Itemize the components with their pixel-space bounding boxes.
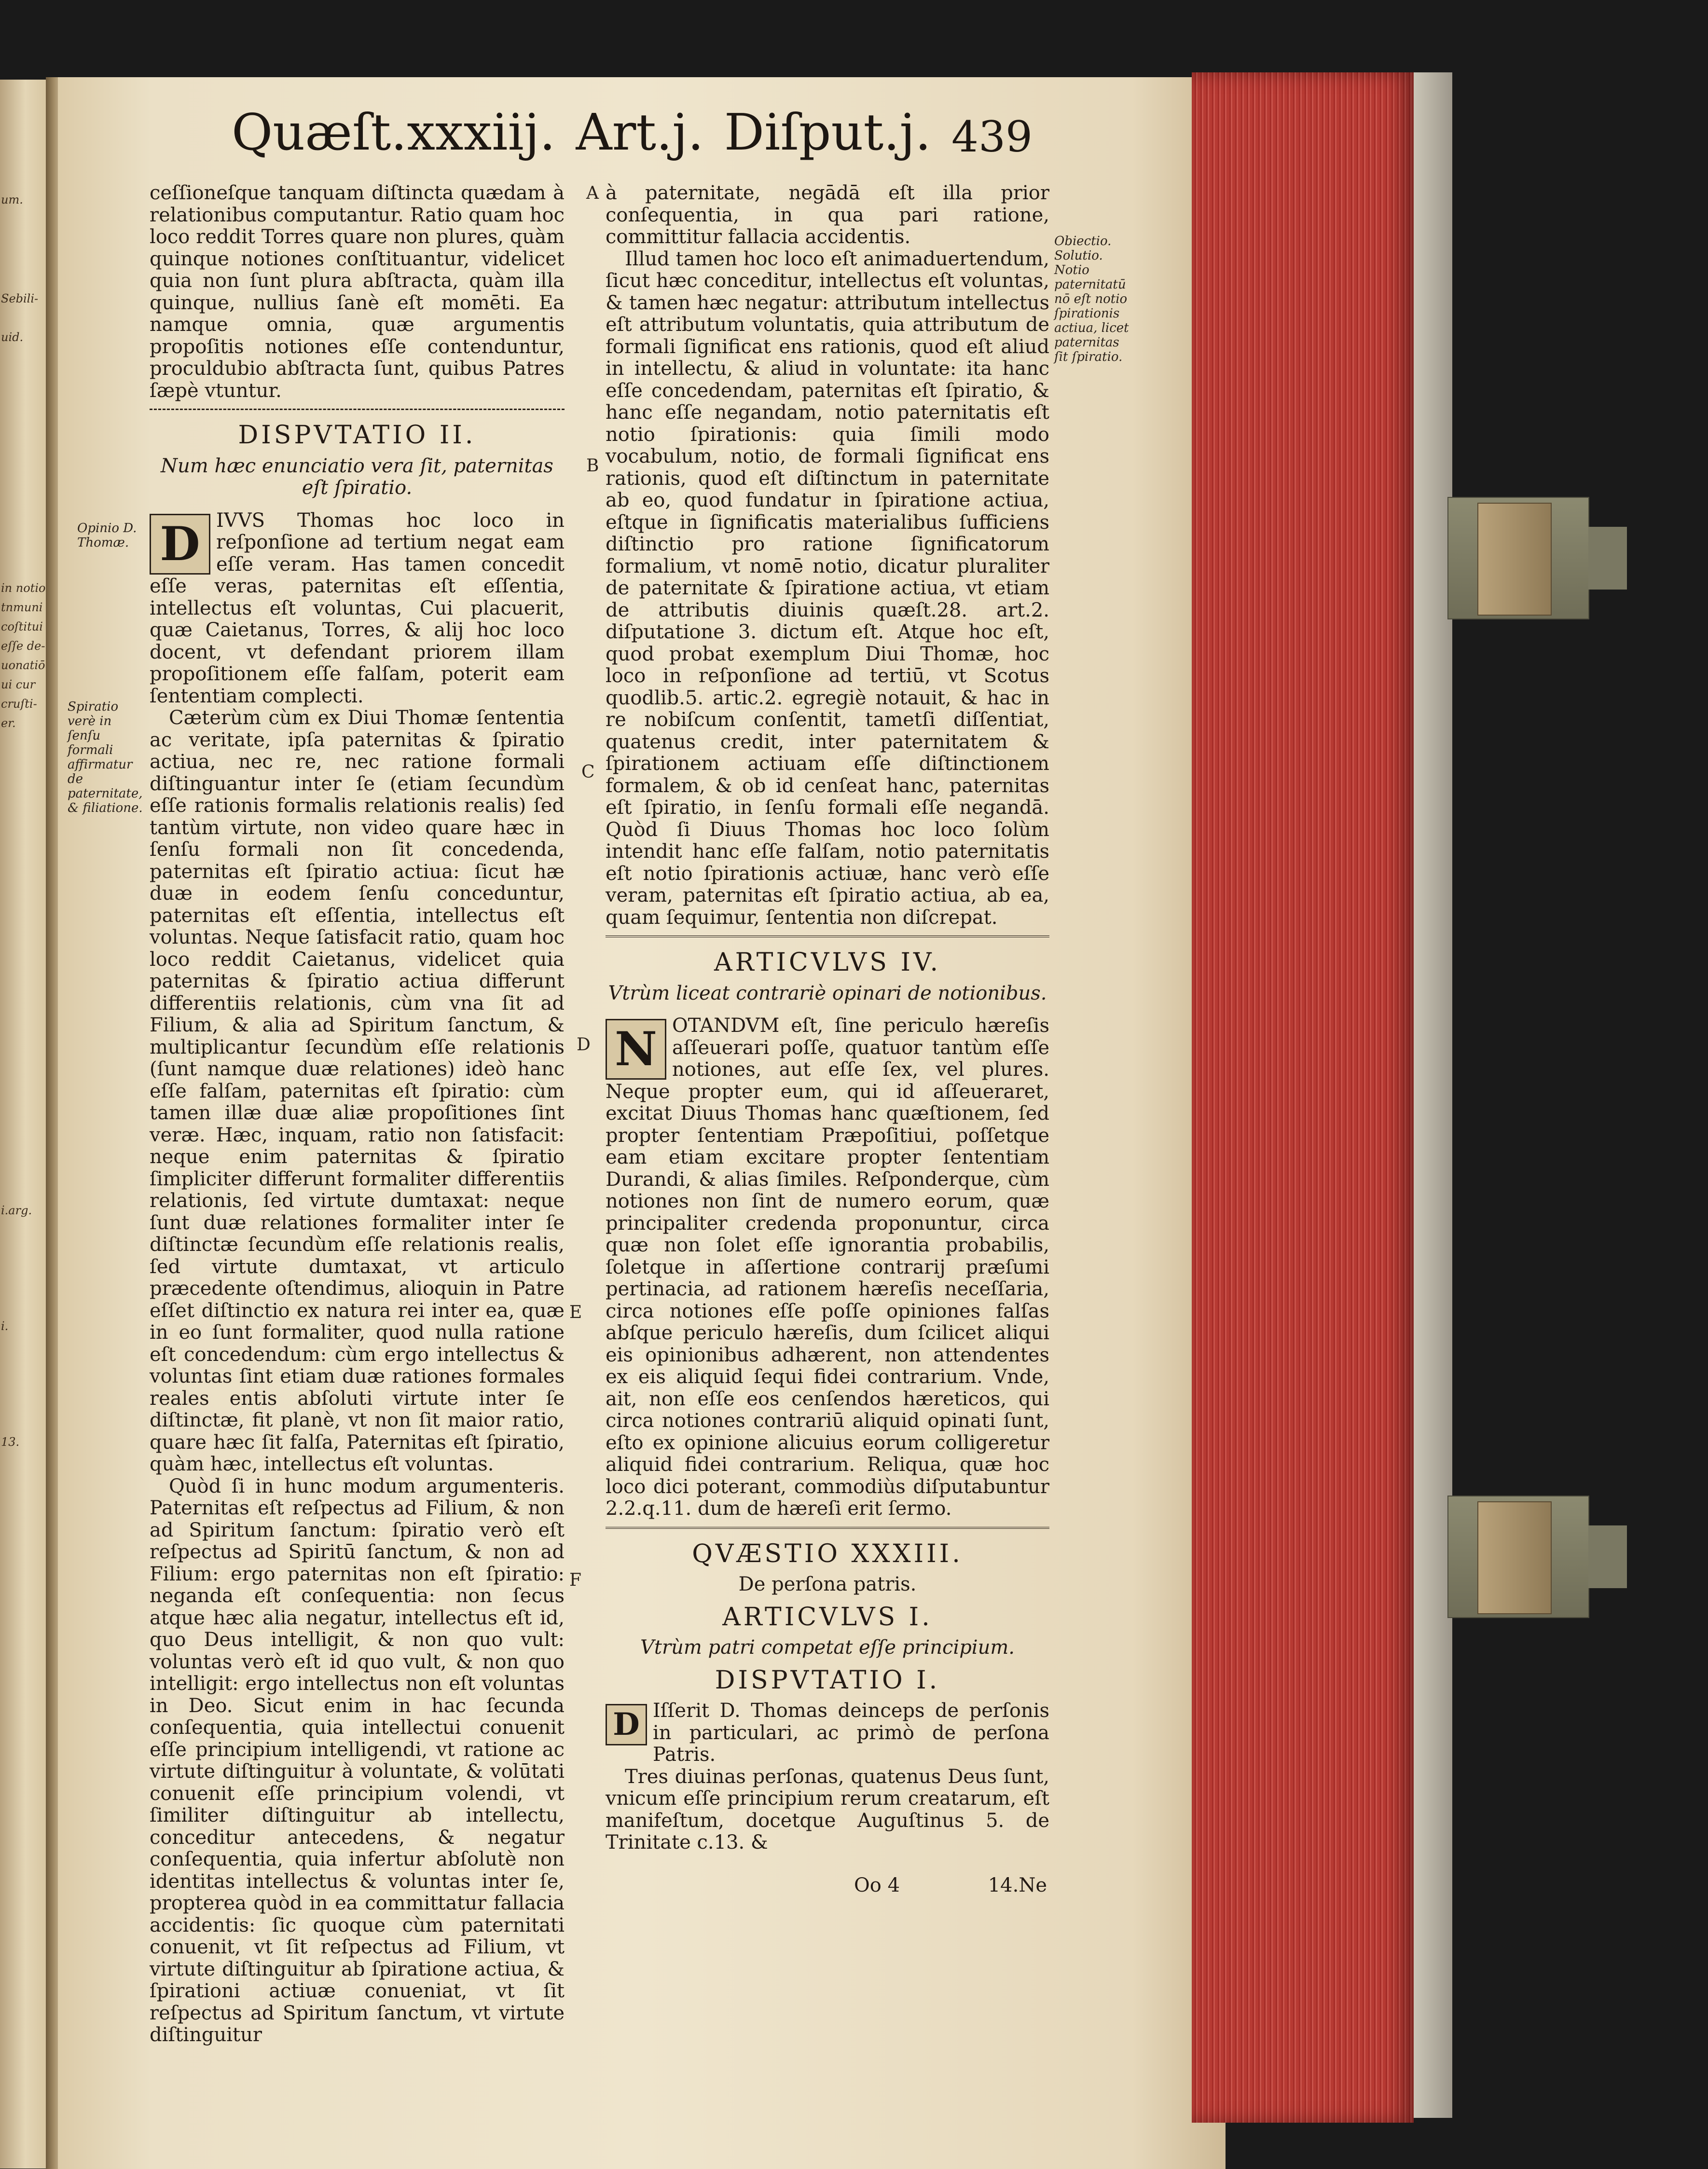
right-column xyxy=(606,182,1049,1854)
paragraph: Iſſerit D. Thomas deinceps de perſonis in particulari, ac primò de perſona Patris. xyxy=(653,1700,1049,1766)
section-letter: B xyxy=(586,456,599,476)
left-margin-fragment: ui cur xyxy=(1,678,36,691)
header-article: Art.j. xyxy=(576,103,704,162)
divider xyxy=(606,1527,1049,1529)
paragraph: ceſſioneſque tanquam diſtincta quædam à relationibus computantur. Ratio quam hoc loco reddit Torres quare non plures, quàm quinque notiones conſtituantur, videlicet quia non ſunt plura abſtracta, quàm illa quinque, nullius ſanè eſt momēti. Ea namque omnia, quæ argumentis propoſitis notiones eſſe contenduntur, proculdubio abſtracta ſunt, quibus Patres ſæpè vtuntur. xyxy=(150,182,565,402)
section-subheading: Num hæc enunciatio vera ſit, paternitas eſt ſpiratio. xyxy=(161,454,553,499)
quaestio-heading: QVÆSTIO XXXIII. xyxy=(692,1539,963,1568)
drop-cap: D xyxy=(606,1704,647,1745)
paragraph: IVVS Thomas hoc loco in reſponſione ad tertium negat eam eſſe veram. Has tamen concedit eſſe veras, paternitas eſt eſſentia, intellectus eſt voluntas, Cui placuerit, quæ Caietanus, Torres, & alij hoc loco docent, vt defendant priorem illam propoſitionem eſſe falſam, poterit eam ſententiam complecti. xyxy=(150,509,565,707)
section-letter: E xyxy=(569,1303,582,1322)
drop-cap: N xyxy=(606,1019,666,1080)
lower-clasp xyxy=(1447,1496,1589,1618)
section-heading: DISPVTATIO II. xyxy=(238,421,476,450)
left-column xyxy=(150,182,565,2046)
margin-note-obiectio: Obiectio. Solutio. Notio paternitatū nō eſt notio ſpirationis actiua, licet paternitas ſit ſpiratio. xyxy=(1054,234,1129,364)
left-margin-fragment: cruſti- xyxy=(1,697,37,711)
article-heading: ARTICVLVS I. xyxy=(722,1602,933,1632)
section-heading: ARTICVLVS IV. xyxy=(714,948,941,977)
left-margin-fragment: um. xyxy=(1,193,23,206)
divider xyxy=(606,935,1049,937)
section-letter: D xyxy=(577,1035,591,1055)
paragraph: à paternitate, negādā eſt illa prior conſequentia, in qua pari ratione, committitur fallacia accidentis. xyxy=(606,182,1049,248)
left-margin-fragment: i. xyxy=(1,1319,9,1333)
book-cover-edge xyxy=(1414,72,1452,2118)
header-question: Quæſt.xxxiij. xyxy=(232,103,556,162)
quaestio-subheading: De perſona patris. xyxy=(738,1573,917,1595)
left-margin-fragment: i.arg. xyxy=(1,1204,32,1217)
catchword-line xyxy=(854,1874,1047,1896)
facing-page-edge xyxy=(0,80,46,2169)
paragraph: Cæterùm cùm ex Diui Thomæ ſententia ac veritate, ipſa paternitas & ſpiratio actiua, nec re, nec ratione formali diſtinguantur inter ſe (etiam ſecundùm eſſe rationis formalis relationis realis) ſed tantùm virtute, non video quare hæc in ſenſu formali non ſit concedenda, paternitas eſt ſpiratio actiua: ſicut hæ duæ in eodem ſenſu conceduntur, paternitas eſt eſſentia, intellectus eſt voluntas. Neque ſatisfacit ratio, quam hoc loco reddit Caietanus, videlicet quia paternitas & ſpiratio actiua differunt differentiis relationis, cùm vna ſit ad Filium, & alia ad Spiritum ſanctum, & multiplicantur ſecundùm eſſe relationis (ſunt namque duæ relationes) ideò hanc eſſe falſam, paternitas eſt ſpiratio: cùm tamen illæ duæ aliæ propoſitiones ſint veræ. Hæc, inquam, ratio non ſatisfacit: neque enim paternitas & ſpiratio ſimpliciter differunt formaliter differentiis relationis, ſed virtute dumtaxat: neque ſunt duæ relationes formaliter inter ſe diſtinctæ ſecundùm eſſe relationis realis, ſed virtute dumtaxat, vt articulo præcedente oſtendimus, alioquin in Patre eſſet diſtinctio ex natura rei inter ea, quæ in eo ſunt formaliter, quod nulla ratione eſt concedendum: cùm ergo intellectus & voluntas ſint etiam duæ rationes formales reales entis abſoluti virtute inter ſe diſtinctæ, fit planè, vt non ſit maior ratio, quare hæc ſit falſa, Paternitas eſt ſpiratio, quàm hæc, intellectus eſt voluntas. xyxy=(150,707,565,1475)
section-letter: F xyxy=(569,1570,581,1590)
left-margin-fragment: eſſe de- xyxy=(1,639,45,653)
left-margin-fragment: Sebili- xyxy=(1,292,39,305)
paragraph: Quòd ſi in hunc modum argumenteris. Paternitas eſt reſpectus ad Filium, & non ad Spiritum ſanctum: ſpiratio verò eſt reſpectus ad Spiritū ſanctum, & non ad Filium: ergo paternitas non eſt ſpiratio: neganda eſt conſequentia: non ſecus atque hæc alia negatur, intellectus eſt id, quo Deus intelligit, & non quo vult: voluntas verò eſt id quo vult, & non quo intelligit: ergo intellectus non eſt voluntas in Deo. Sicut enim in hac ſecunda conſequentia, quia intellectui conuenit eſſe principium intelligendi, vt ratione ac virtute diſtinguitur à voluntate, & volūtati conuenit eſſe principium volendi, vt ſimiliter diſtinguitur ab intellectu, conceditur antecedens, & negatur conſequentia, quia infertur abſolutè non identitas intellectus & voluntas inter ſe, propterea quòd in ea committatur fallacia accidentis: ſic quoque cùm paternitati conuenit, vt ſit reſpectus ad Filium, vt virtute diſtinguitur ab ſpiratione actiua, & ſpirationi actiuæ conueniat, vt ſit reſpectus ad Spiritum ſanctum, vt virtute diſtinguitur xyxy=(150,1475,565,2046)
signature-mark: Oo 4 xyxy=(854,1874,900,1896)
divider xyxy=(150,409,565,410)
page-number: 439 xyxy=(951,112,1033,162)
margin-note-spiratio: Spiratio verè in ſenſu formali affirmatur de paternitate, & filiatione. xyxy=(68,700,143,815)
left-margin-fragment: in notio xyxy=(1,581,46,595)
paragraph: OTANDVM eſt, ſine periculo hæreſis aſſeuerari poſſe, quatuor tantùm eſſe notiones, aut eſſe ſex, vel plures. Neque propter eum, qui id aſſeueraret, excitat Diuus Thomas hanc quæſtionem, ſed propter ſententiam Præpoſitiui, poſſetque eam etiam excitare propter ſententiam Durandi, & alias ſimiles. Reſponderque, cùm notiones non ſint de numero eorum, quæ principaliter credenda proponuntur, circa quæ non ſolet eſſe ignorantia probabilis, ſoletque in aſſertione contrarij præſumi pertinacia, ad rationem hæreſis neceſſaria, circa notiones eſſe poſſe opiniones falſas abſque periculo hæreſis, dum ſcilicet aliqui eis opinionibus adhærent, non attendentes ex eis aliquid ſequi fidei contrarium. Vnde, ait, non eſſe eos cenſendos hæreticos, qui circa notiones contrariū aliquid opinati ſunt, eſto ex opinione alicuius eorum colligeretur aliquid fidei contrarium. Reliqua, quæ hoc loco dici poterant, commodiùs diſputabuntur 2.2.q.11. dum de hæreſi erit ſermo. xyxy=(606,1015,1049,1520)
drop-cap: D xyxy=(150,514,210,575)
running-header xyxy=(232,104,1033,162)
left-margin-fragment: uonatiō xyxy=(1,659,45,672)
disputation-heading: DISPVTATIO I. xyxy=(715,1665,940,1695)
header-disputation: Diſput.j. xyxy=(724,103,931,162)
catchword: 14.Ne xyxy=(988,1874,1047,1896)
section-letter: C xyxy=(581,762,595,782)
upper-clasp xyxy=(1447,497,1589,619)
section-subheading: Vtrùm liceat contrariè opinari de notionibus. xyxy=(608,982,1047,1004)
margin-note-opinio: Opinio D. Thomæ. xyxy=(77,521,137,550)
left-margin-fragment: 13. xyxy=(1,1435,20,1449)
section-letter: A xyxy=(586,183,599,203)
left-margin-fragment: er. xyxy=(1,716,16,730)
left-margin-fragment: uid. xyxy=(1,330,24,344)
left-margin-fragment: coſtitui xyxy=(1,620,43,633)
left-margin-fragment: tnmuni xyxy=(1,601,43,614)
article-subheading: Vtrùm patri competat eſſe principium. xyxy=(640,1636,1015,1659)
red-page-edges xyxy=(1192,72,1414,2123)
paragraph: Illud tamen hoc loco eſt animaduertendum, ſicut hæc conceditur, intellectus eſt voluntas, & tamen hæc negatur: attributum intellectus eſt attributum voluntatis, quia attributum de formali ſignificat ens rationis, quod eſt aliud in intellectu, & aliud in voluntate: ita hanc eſſe concedendam, paternitas eſt ſpiratio, & hanc eſſe negandam, notio paternitatis eſt notio ſpirationis: quia ſimili modo vocabulum, notio, de formali ſignificat ens rationis, quod eſt diſtinctum in paternitate ab eo, quod fundatur in ſpiratione actiua, eſtque in ſignificatis materialibus ſufficiens diſtinctio pro ratione ſignificatorum formalium, vt nomē notio, dicatur pluraliter de paternitate & ſpiratione actiua, vt etiam de attributis diuinis quæſt.28. art.2. diſputatione 3. dictum eſt. Atque hoc eſt, quod probat exemplum Diui Thomæ, hoc loco in reſponſione ad tertiū, vt Scotus quodlib.5. artic.2. egregiè notauit, & hac in re nobiſcum conſentit, tametſi diſſentiat, quatenus credit, inter paternitatem & ſpirationem actiuam eſſe diſtinctionem formalem, & ob id cenſeat hanc, paternitas eſt ſpiratio, in ſenſu formali eſſe negandā. Quòd ſi Diuus Thomas hoc loco ſolùm intendit hanc eſſe falſam, notio paternitatis eſt notio ſpirationis actiuæ, hanc verò eſſe veram, paternitas eſt ſpiratio actiua, ab ea, quam ſequimur, ſententia non diſcrepat. xyxy=(606,247,1049,929)
paragraph: Tres diuinas perſonas, quatenus Deus ſunt, vnicum eſſe principium rerum creatarum, eſt manifeſtum, docetque Auguſtinus 5. de Trinitate c.13. & xyxy=(606,1765,1049,1853)
